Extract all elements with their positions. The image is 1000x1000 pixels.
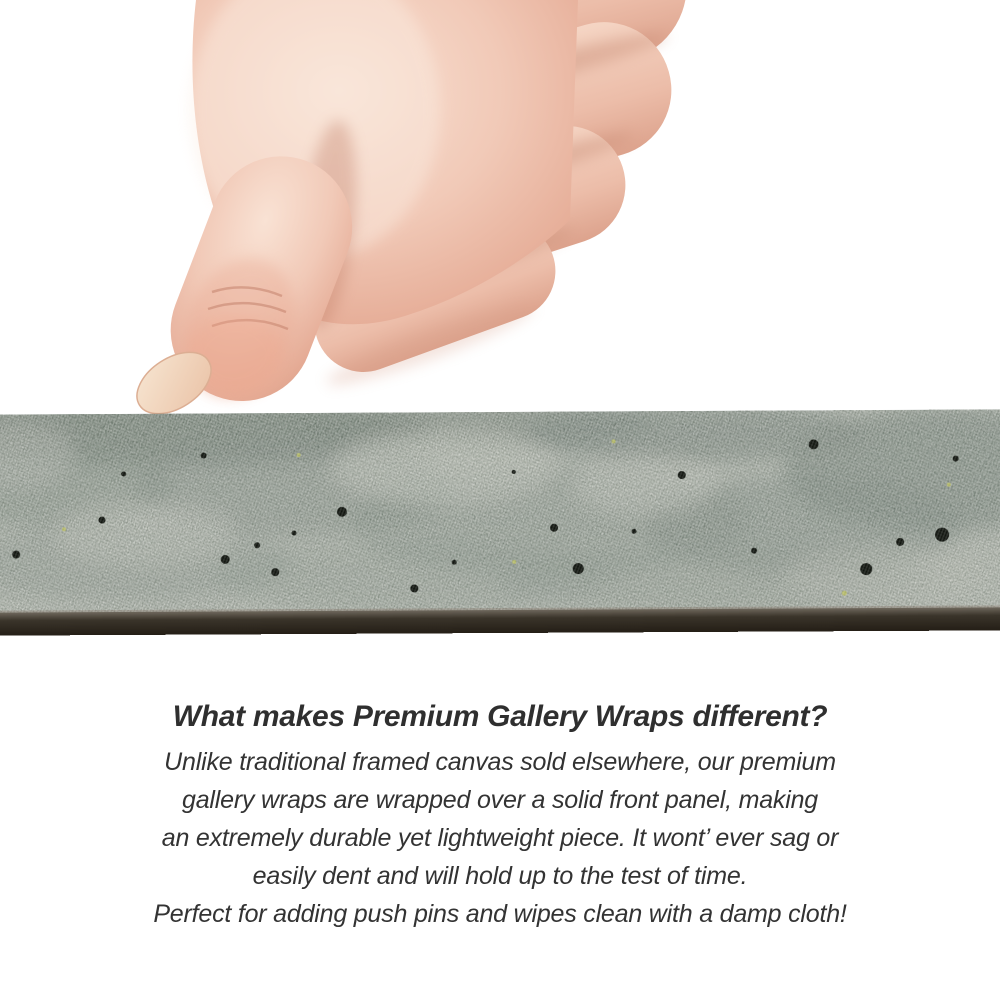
caption-block: [0, 700, 1000, 933]
canvas-edge-photo: [0, 409, 1000, 635]
hand-photo: [100, 0, 700, 432]
caption-line: easily dent and will hold up to the test of time.: [252, 862, 748, 890]
caption-line: Unlike traditional framed canvas sold elsewhere, our premium: [164, 748, 836, 776]
caption-line: Perfect for adding push pins and wipes clean with a damp cloth!: [153, 900, 847, 928]
caption-line: an extremely durable yet lightweight piece. It wont’ ever sag or: [161, 824, 839, 852]
caption-line: gallery wraps are wrapped over a solid front panel, making: [182, 786, 818, 814]
caption-title: What makes Premium Gallery Wraps different?: [172, 700, 828, 733]
